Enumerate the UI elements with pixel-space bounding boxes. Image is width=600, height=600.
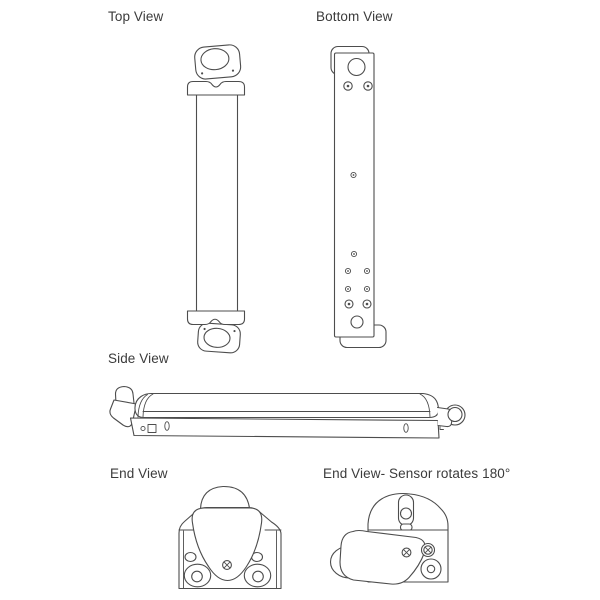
end-knob [438,405,466,430]
end-view-label: End View [110,466,168,481]
bottom-view-drawing [331,47,386,348]
foot-right [244,564,270,587]
wire-hole-top [348,59,365,76]
top-view-label: Top View [108,9,164,24]
side-screw-boss [185,553,196,562]
end-view-rotated-label: End View- Sensor rotates 180° [323,466,511,481]
phillips-screw-icon [223,561,232,570]
phillips-screw-icon [422,544,435,557]
end-view-drawing [179,486,281,588]
wire-hole-bottom [351,316,363,328]
phillips-screw-icon [402,548,411,557]
foot-left [184,564,210,587]
tube-body-side [135,394,439,418]
tube-body [197,95,238,311]
top-cap [188,82,245,96]
top-sensor-head [194,44,242,80]
bottom-view-label: Bottom View [316,9,393,24]
end-view-rotated-drawing [331,494,449,585]
grommet-icon [421,559,441,579]
top-view-drawing [188,44,245,353]
side-view-label: Side View [108,351,169,366]
side-view-drawing [110,387,465,439]
bottom-sensor-head [197,323,241,354]
pivot-pin-icon [401,508,412,519]
mounting-plate [335,53,375,337]
mounting-bar [131,418,440,438]
pivot-slot [399,495,414,531]
bottom-cap [188,311,245,325]
